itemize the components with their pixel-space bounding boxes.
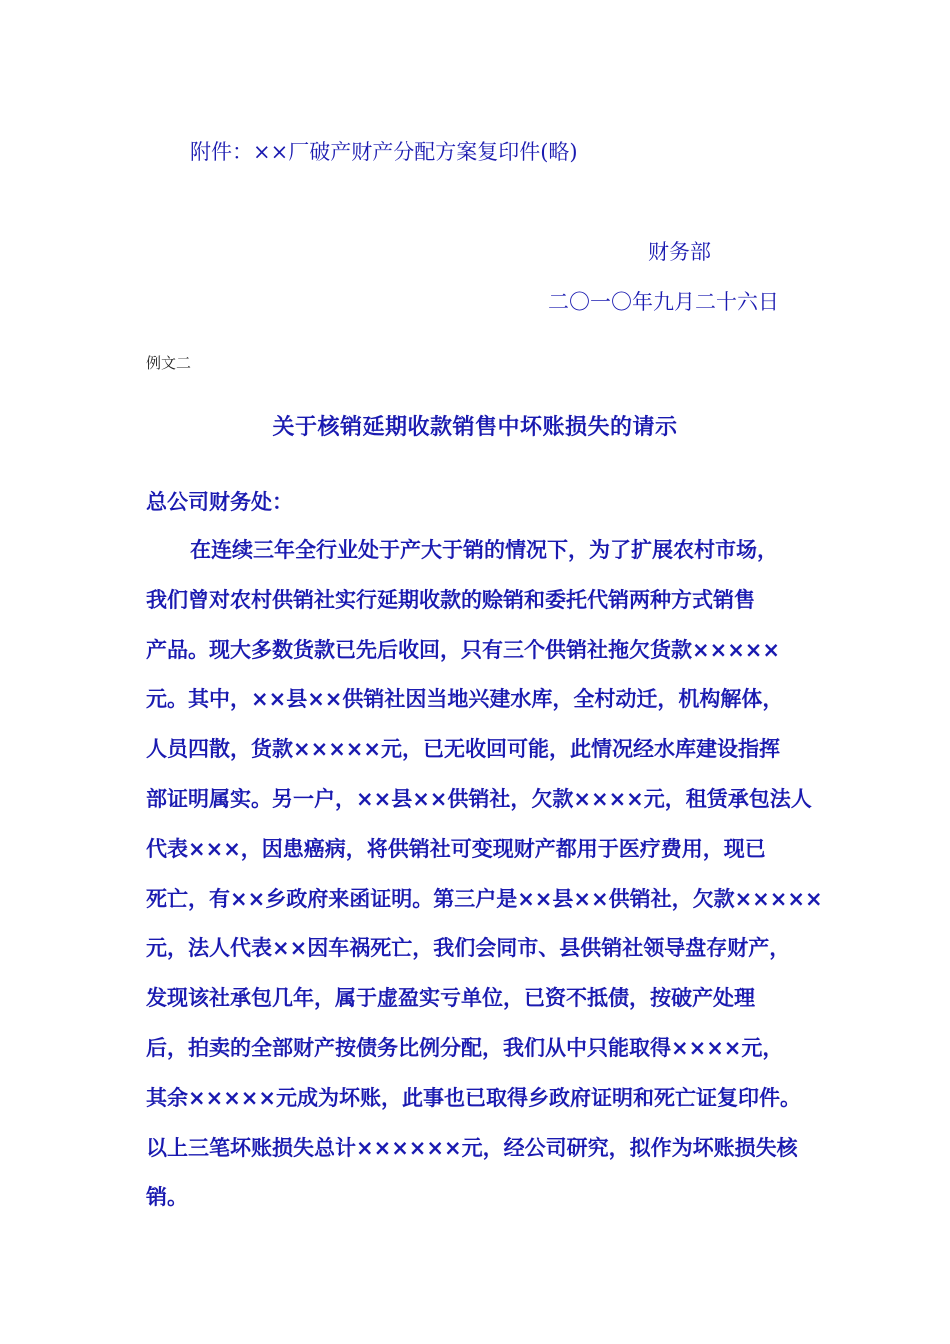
body-text	[146, 535, 836, 1232]
body-line: 以上三笔坏账损失总计××××××元，经公司研究，拟作为坏账损失核	[146, 1135, 798, 1160]
body-line: 后，拍卖的全部财产按债务比例分配，我们从中只能取得××××元，	[146, 1035, 784, 1060]
body-line: 代表×××，因患癌病，将供销社可变现财产都用于医疗费用，现已	[146, 836, 766, 861]
body-line: 人员四散，货款×××××元，已无收回可能，此情况经水库建设指挥	[146, 737, 780, 762]
body-line: 我们曾对农村供销社实行延期收款的赊销和委托代销两种方式销售	[146, 587, 755, 612]
body-line: 元，法人代表××因车祸死亡，我们会同市、县供销社领导盘存财产，	[146, 936, 791, 961]
body-line: 销。	[146, 1185, 188, 1210]
body-line: 在连续三年全行业处于产大于销的情况下，为了扩展农村市场，	[190, 538, 778, 562]
signature-date: 二〇一〇年九月二十六日	[548, 290, 779, 314]
body-line: 其余×××××元成为坏账，此事也已取得乡政府证明和死亡证复印件。	[146, 1085, 801, 1110]
salutation: 总公司财务处：	[146, 490, 293, 514]
attachment-note: 附件：××厂破产财产分配方案复印件(略)	[190, 140, 578, 164]
body-line: 元。其中，××县××供销社因当地兴建水库，全村动迁，机构解体，	[146, 687, 784, 712]
body-line: 发现该社承包几年，属于虚盈实亏单位，已资不抵债，按破产处理	[146, 986, 755, 1011]
document-title: 关于核销延期收款销售中坏账损失的请示	[272, 415, 678, 440]
body-line: 死亡，有××乡政府来函证明。第三户是××县××供销社，欠款×××××	[146, 886, 823, 911]
body-line: 产品。现大多数货款已先后收回，只有三个供销社拖欠货款×××××	[146, 637, 780, 662]
body-line: 部证明属实。另一户，××县××供销社，欠款××××元，租赁承包法人	[146, 786, 812, 811]
signer-department: 财务部	[648, 240, 711, 264]
example-label: 例文二	[146, 354, 192, 372]
